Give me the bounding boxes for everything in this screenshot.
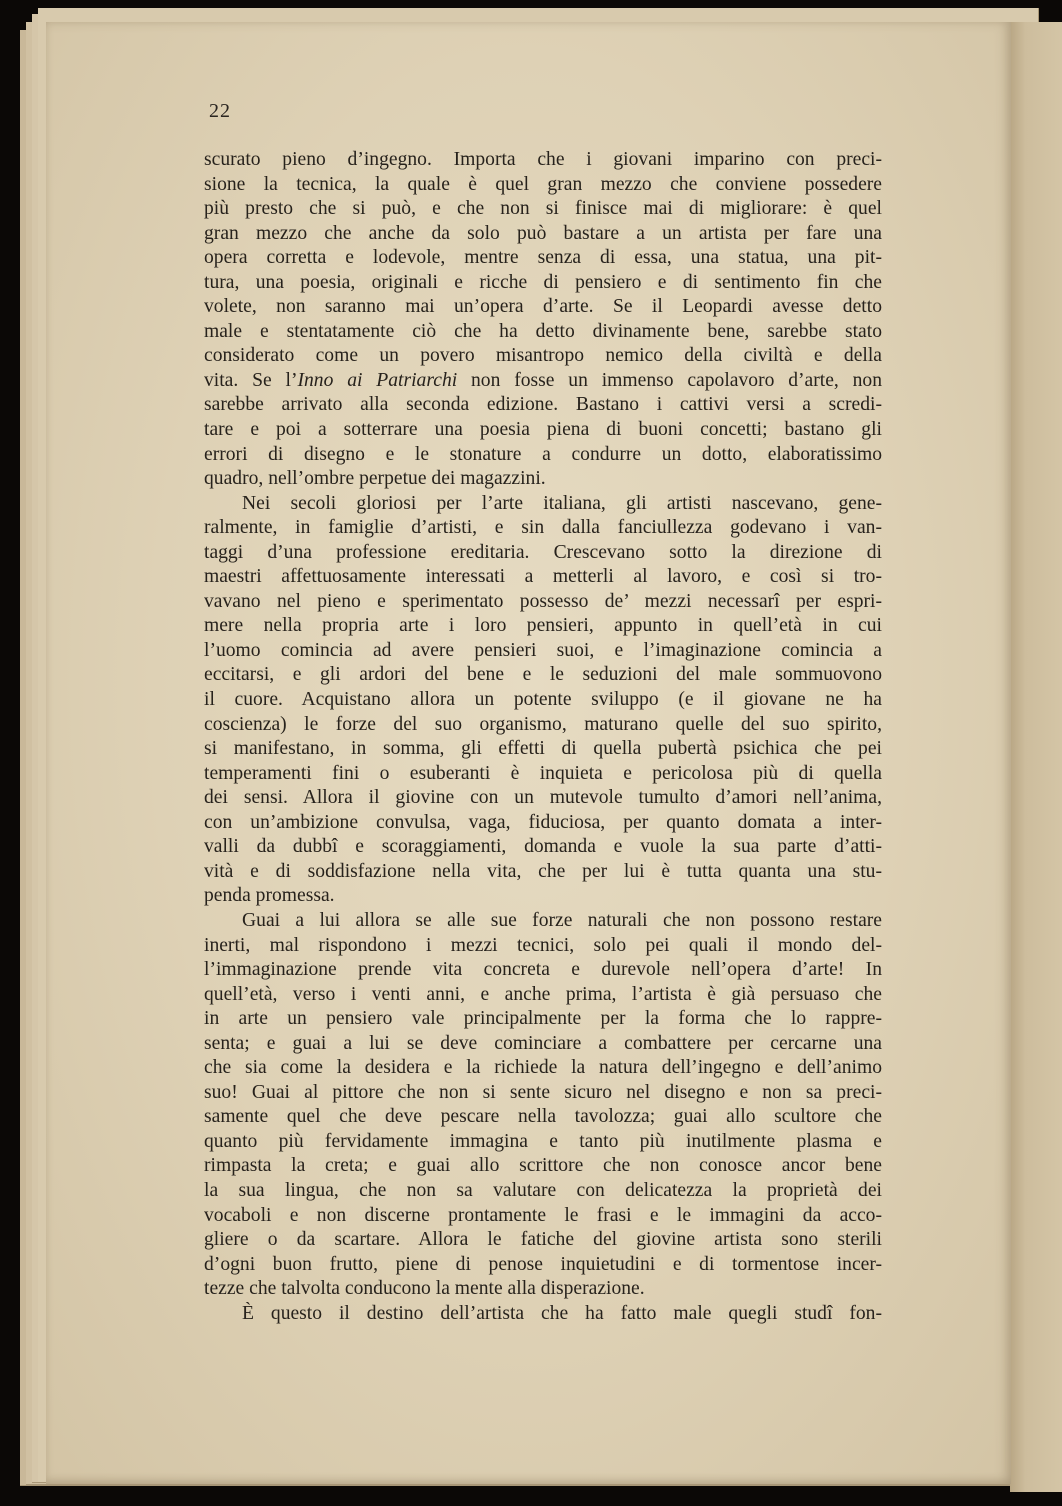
text-line: coscienza) le forze del suo organismo, maturano quelle del suo spirito,: [204, 713, 882, 735]
text-line: sarebbe arrivato alla seconda edizione. Bastano i cattivi versi a scredi-: [204, 394, 882, 416]
text-segment: non fosse un immenso capolavoro d’arte, non: [457, 369, 882, 391]
text-line: considerato come un povero misantropo nemico della civiltà e della: [204, 345, 882, 367]
text-line: l’immaginazione prende vita concreta e durevole nell’opera d’arte! In: [204, 959, 882, 981]
text-line: male e stentatamente ciò che ha detto divinamente bene, sarebbe stato: [204, 320, 882, 342]
text-line: opera corretta e lodevole, mentre senza di essa, una statua, una pit-: [204, 247, 882, 269]
text-line: volete, non saranno mai un’opera d’arte. Se il Leopardi avesse detto: [204, 296, 882, 318]
text-line: la sua lingua, che non sa valutare con delicatezza la proprietà dei: [204, 1179, 882, 1201]
text-line: tare e poi a sotterrare una poesia piena di buoni concetti; bastano gli: [204, 419, 882, 441]
text-line: tura, una poesia, originali e ricche di pensiero e di sentimento fin che: [204, 271, 882, 293]
text-line: taggi d’una professione ereditaria. Crescevano sotto la direzione di: [204, 541, 882, 563]
text-line: errori di disegno e le stonature a condurre un dotto, elaboratissimo: [204, 443, 882, 465]
text-line: mere nella propria arte i loro pensieri, appunto in quell’età in cui: [204, 615, 882, 637]
text-line: con un’ambizione convulsa, vaga, fiduciosa, per quanto domata a inter-: [204, 811, 882, 833]
text-line: penda promessa.: [204, 885, 335, 907]
text-line: maestri affettuosamente interessati a metterli al lavoro, e così si tro-: [204, 566, 882, 588]
text-line: vocaboli e non discerne prontamente le frasi e le immagini da acco-: [204, 1204, 882, 1226]
text-line: gliere o da scartare. Allora le fatiche del giovine artista sono sterili: [204, 1229, 882, 1251]
text-line: vavano nel pieno e sperimentato possesso de’ mezzi necessarî per espri-: [204, 590, 882, 612]
text-line: Nei secoli gloriosi per l’arte italiana, gli artisti nascevano, gene-: [242, 492, 882, 514]
text-line: il cuore. Acquistano allora un potente sviluppo (e il giovane ne ha: [204, 689, 882, 711]
text-segment: vita. Se l’: [204, 369, 298, 391]
text-line: più presto che si può, e che non si finisce mai di migliorare: è quel: [204, 198, 882, 220]
text-line: sione la tecnica, la quale è quel gran mezzo che conviene possedere: [204, 173, 882, 195]
text-line: l’uomo comincia ad avere pensieri suoi, e l’imaginazione comincia a: [204, 639, 882, 661]
text-line: [204, 369, 882, 394]
italic-title: Inno ai Patriarchi: [297, 369, 458, 391]
text-line: in arte un pensiero vale principalmente per la forma che lo rappre-: [204, 1008, 882, 1030]
text-line: scurato pieno d’ingegno. Importa che i giovani imparino con preci-: [204, 149, 882, 170]
text-line: temperamenti fini o esuberanti è inquieta e pericolosa più di quella: [204, 762, 882, 784]
text-line: inerti, mal rispondono i mezzi tecnici, solo pei quali il mondo del-: [204, 934, 882, 956]
text-line: d’ogni buon frutto, piene di penose inquietudini e di tormentose incer-: [204, 1253, 882, 1275]
text-line: samente quel che deve pescare nella tavolozza; guai allo scultore che: [204, 1106, 882, 1128]
text-line: eccitarsi, e gli ardori del bene e le seduzioni del male sommuovono: [204, 664, 882, 686]
text-line: che sia come la desidera e la richiede la natura dell’ingegno e dell’animo: [204, 1057, 882, 1079]
text-line: suo! Guai al pittore che non si sente sicuro nel disegno e non sa preci-: [204, 1081, 882, 1103]
text-line: Guai a lui allora se alle sue forze naturali che non possono restare: [242, 909, 882, 931]
text-line: senta; e guai a lui se deve cominciare a combattere per cercarne una: [204, 1032, 882, 1054]
body-text: [204, 148, 882, 1326]
text-line: quadro, nell’ombre perpetue dei magazzini.: [204, 468, 546, 490]
text-line: vità e di soddisfazione nella vita, che per lui è tutta quanta una stu-: [204, 860, 882, 882]
page-number: 22: [209, 100, 231, 122]
text-line: È questo il destino dell’artista che ha fatto male quegli studî fon-: [242, 1302, 882, 1324]
text-line: quell’età, verso i venti anni, e anche prima, l’artista è già persuaso che: [204, 983, 882, 1005]
text-line: quanto più fervidamente immagina e tanto più inutilmente plasma e: [204, 1130, 882, 1152]
text-line: gran mezzo che anche da solo può bastare a un artista per fare una: [204, 222, 882, 244]
text-line: dei sensi. Allora il giovine con un mutevole tumulto d’amori nell’anima,: [204, 787, 882, 809]
facing-page-edge: [1010, 22, 1062, 1492]
text-line: valli da dubbî e scoraggiamenti, domanda e vuole la sua parte d’atti-: [204, 836, 882, 858]
text-line: si manifestano, in somma, gli effetti di quella pubertà psichica che pei: [204, 738, 882, 760]
text-line: tezze che talvolta conducono la mente alla disperazione.: [204, 1278, 645, 1300]
text-line: ralmente, in famiglie d’artisti, e sin dalla fanciullezza godevano i van-: [204, 517, 882, 539]
text-line: rimpasta la creta; e guai allo scrittore che non conosce ancor bene: [204, 1155, 882, 1177]
